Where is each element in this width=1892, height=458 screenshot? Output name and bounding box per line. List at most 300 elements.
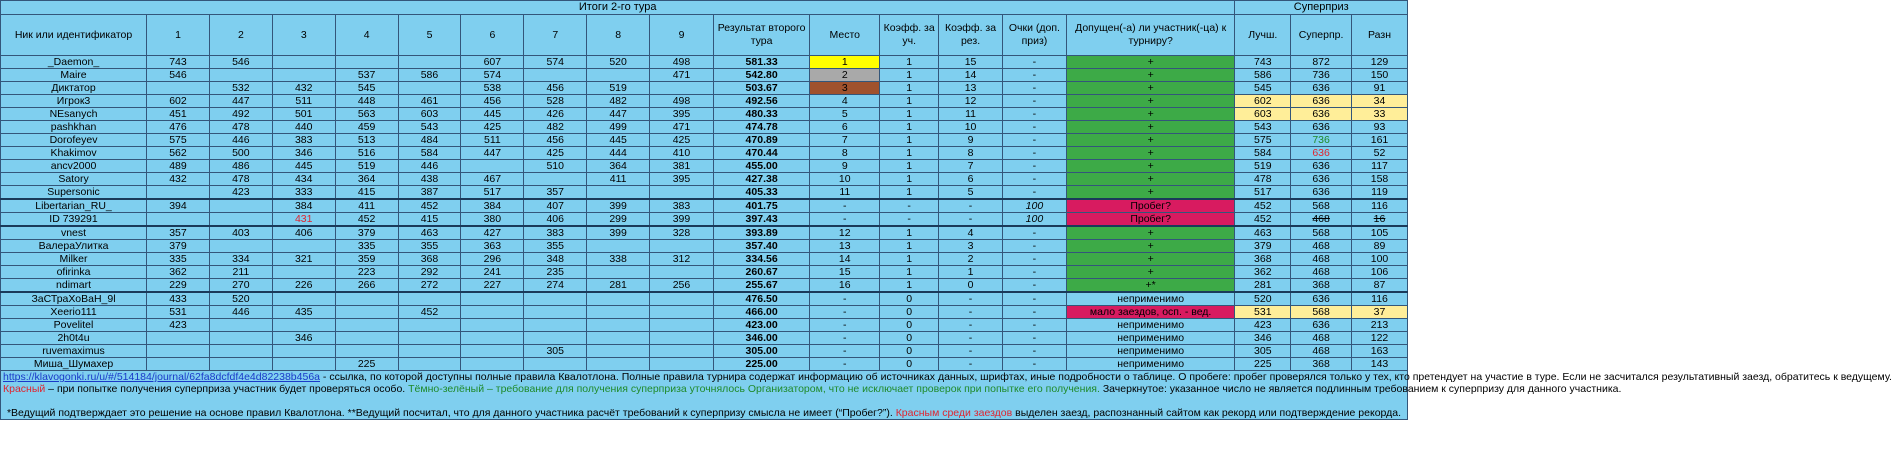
table-row — [1, 292, 1408, 306]
race-score: 431 — [272, 213, 335, 227]
best-cell: 225 — [1235, 358, 1291, 371]
race-score: 272 — [398, 279, 461, 293]
k-res-cell: - — [939, 292, 1003, 306]
race-score — [335, 319, 398, 332]
best-cell: 531 — [1235, 306, 1291, 319]
k-res-cell: - — [939, 319, 1003, 332]
bonus-cell: - — [1002, 134, 1066, 147]
table-title: Итоги 2-го тура — [1, 1, 1235, 15]
race-score: 562 — [147, 147, 210, 160]
k-part-cell: 1 — [880, 121, 939, 134]
k-res-cell: 13 — [939, 82, 1003, 95]
best-cell: 586 — [1235, 69, 1291, 82]
result-cell: 470.89 — [713, 134, 809, 147]
k-res-cell: 2 — [939, 253, 1003, 266]
race-score: 435 — [272, 306, 335, 319]
strike-legend-text: Зачеркнутое: указанное число не является подлинным требованием к суперпризу для данного участника. — [1099, 383, 1622, 395]
player-name: Миша_Шумахер — [1, 358, 147, 371]
rules-link[interactable]: https://klavogonki.ru/u/#/514184/journal/62fa8dcfdf4e4d82238b456a — [3, 371, 320, 383]
race-score: 519 — [587, 82, 650, 95]
allowed-cell: + — [1066, 82, 1235, 95]
race-score: 305 — [524, 345, 587, 358]
allowed-cell: + — [1066, 240, 1235, 253]
race-score — [398, 319, 461, 332]
race-score — [650, 292, 714, 306]
green-legend-text: Тёмно-зелёный – требование для получения суперприза уточнялось Организатором, что не исключает проверок при попытке его получения. — [408, 383, 1100, 395]
race-score — [272, 266, 335, 279]
header-place: Место — [810, 15, 880, 56]
race-score — [524, 306, 587, 319]
best-cell: 575 — [1235, 134, 1291, 147]
race-score: 520 — [209, 292, 272, 306]
table-row — [1, 82, 1408, 95]
allowed-cell: Пробег? — [1066, 199, 1235, 213]
race-score — [209, 319, 272, 332]
place-cell: 6 — [810, 121, 880, 134]
race-score: 586 — [398, 69, 461, 82]
allowed-cell: + — [1066, 253, 1235, 266]
place-cell: - — [810, 319, 880, 332]
table-row — [1, 226, 1408, 240]
race-score — [335, 332, 398, 345]
diff-cell: 150 — [1352, 69, 1408, 82]
k-part-cell: 1 — [880, 266, 939, 279]
superprize-cell: 636 — [1291, 121, 1352, 134]
race-score: 440 — [272, 121, 335, 134]
player-name: Povelitel — [1, 319, 147, 332]
superprize-cell: 468 — [1291, 213, 1352, 227]
result-cell: 427.38 — [713, 173, 809, 186]
superprize-cell: 636 — [1291, 186, 1352, 200]
diff-cell: 93 — [1352, 121, 1408, 134]
bonus-cell: - — [1002, 95, 1066, 108]
race-score — [272, 56, 335, 69]
allowed-cell: + — [1066, 134, 1235, 147]
race-score: 348 — [524, 253, 587, 266]
player-name: pashkhan — [1, 121, 147, 134]
k-part-cell: 1 — [880, 279, 939, 293]
allowed-cell: + — [1066, 147, 1235, 160]
place-cell: - — [810, 199, 880, 213]
race-score: 433 — [147, 292, 210, 306]
race-score — [209, 213, 272, 227]
race-score — [650, 332, 714, 345]
footnote-text-2: выделен заезд, распознанный сайтом как рекорд или подтверждение рекорда. — [1012, 407, 1402, 419]
race-score — [587, 319, 650, 332]
race-score: 528 — [524, 95, 587, 108]
race-score — [587, 358, 650, 371]
race-score — [147, 345, 210, 358]
k-res-cell: 14 — [939, 69, 1003, 82]
race-score: 321 — [272, 253, 335, 266]
header-diff: Разн — [1352, 15, 1408, 56]
best-cell: 602 — [1235, 95, 1291, 108]
allowed-cell: неприменимо — [1066, 358, 1235, 371]
superprize-cell: 468 — [1291, 240, 1352, 253]
race-score: 456 — [524, 134, 587, 147]
race-score: 444 — [587, 147, 650, 160]
place-cell: 15 — [810, 266, 880, 279]
k-part-cell: 0 — [880, 306, 939, 319]
player-name: ID 739291 — [1, 213, 147, 227]
race-score: 445 — [461, 108, 524, 121]
superprize-cell: 872 — [1291, 56, 1352, 69]
race-score: 532 — [209, 82, 272, 95]
superprize-cell: 468 — [1291, 266, 1352, 279]
best-cell: 520 — [1235, 292, 1291, 306]
diff-cell: 33 — [1352, 108, 1408, 121]
allowed-cell: + — [1066, 95, 1235, 108]
race-score — [147, 82, 210, 95]
race-score: 357 — [524, 186, 587, 200]
header-race-6: 6 — [461, 15, 524, 56]
red-legend-text: – при попытке получения суперприза участник будет проверяться особо. — [45, 383, 409, 395]
race-score: 447 — [209, 95, 272, 108]
bonus-cell: - — [1002, 108, 1066, 121]
bonus-cell: - — [1002, 266, 1066, 279]
k-res-cell: 10 — [939, 121, 1003, 134]
diff-cell: 34 — [1352, 95, 1408, 108]
race-score: 423 — [147, 319, 210, 332]
race-score: 399 — [587, 199, 650, 213]
best-cell: 517 — [1235, 186, 1291, 200]
place-cell: 1 — [810, 56, 880, 69]
result-cell: 397.43 — [713, 213, 809, 227]
footnote-red-text: Красным среди заездов — [895, 407, 1013, 419]
best-cell: 423 — [1235, 319, 1291, 332]
race-score — [398, 82, 461, 95]
place-cell: - — [810, 358, 880, 371]
result-cell: 480.33 — [713, 108, 809, 121]
bonus-cell: - — [1002, 332, 1066, 345]
k-res-cell: 11 — [939, 108, 1003, 121]
race-score: 478 — [209, 121, 272, 134]
best-cell: 463 — [1235, 226, 1291, 240]
k-res-cell: 5 — [939, 186, 1003, 200]
race-score: 511 — [272, 95, 335, 108]
bonus-cell: - — [1002, 82, 1066, 95]
superprize-cell: 636 — [1291, 95, 1352, 108]
bonus-cell: - — [1002, 358, 1066, 371]
race-score — [587, 240, 650, 253]
header-race-1: 1 — [147, 15, 210, 56]
race-score — [209, 358, 272, 371]
player-name: ndimart — [1, 279, 147, 293]
race-score: 368 — [398, 253, 461, 266]
race-score — [524, 319, 587, 332]
race-score: 456 — [461, 95, 524, 108]
race-score — [650, 358, 714, 371]
k-res-cell: - — [939, 213, 1003, 227]
diff-cell: 163 — [1352, 345, 1408, 358]
race-score: 425 — [650, 134, 714, 147]
allowed-cell: + — [1066, 226, 1235, 240]
race-score: 451 — [147, 108, 210, 121]
k-res-cell: 9 — [939, 134, 1003, 147]
superprize-cell: 468 — [1291, 332, 1352, 345]
race-score: 438 — [398, 173, 461, 186]
race-score: 281 — [587, 279, 650, 293]
race-score — [650, 319, 714, 332]
result-cell: 260.67 — [713, 266, 809, 279]
best-cell: 545 — [1235, 82, 1291, 95]
k-res-cell: 15 — [939, 56, 1003, 69]
race-score — [209, 345, 272, 358]
race-score: 531 — [147, 306, 210, 319]
race-score: 379 — [335, 226, 398, 240]
k-part-cell: 1 — [880, 69, 939, 82]
race-score — [272, 69, 335, 82]
race-score: 575 — [147, 134, 210, 147]
race-score — [461, 345, 524, 358]
diff-cell: 91 — [1352, 82, 1408, 95]
race-score: 357 — [147, 226, 210, 240]
race-score — [650, 82, 714, 95]
best-cell: 281 — [1235, 279, 1291, 293]
place-cell: 9 — [810, 160, 880, 173]
k-res-cell: - — [939, 358, 1003, 371]
bonus-cell: - — [1002, 121, 1066, 134]
allowed-cell: неприменимо — [1066, 292, 1235, 306]
race-score — [461, 332, 524, 345]
diff-cell: 116 — [1352, 199, 1408, 213]
table-row — [1, 173, 1408, 186]
place-cell: 8 — [810, 147, 880, 160]
place-cell: - — [810, 306, 880, 319]
player-name: Khakimov — [1, 147, 147, 160]
race-score: 446 — [209, 306, 272, 319]
race-score: 411 — [335, 199, 398, 213]
table-row — [1, 240, 1408, 253]
race-score: 426 — [524, 108, 587, 121]
superprize-cell: 636 — [1291, 173, 1352, 186]
race-score — [650, 186, 714, 200]
best-cell: 452 — [1235, 213, 1291, 227]
allowed-cell: + — [1066, 173, 1235, 186]
table-row — [1, 95, 1408, 108]
race-score: 513 — [335, 134, 398, 147]
race-score: 355 — [524, 240, 587, 253]
race-score: 452 — [398, 199, 461, 213]
race-score — [209, 240, 272, 253]
bonus-cell: - — [1002, 306, 1066, 319]
race-score — [147, 186, 210, 200]
k-res-cell: 0 — [939, 279, 1003, 293]
header-race-2: 2 — [209, 15, 272, 56]
bonus-cell: - — [1002, 319, 1066, 332]
k-part-cell: 1 — [880, 253, 939, 266]
race-score: 482 — [524, 121, 587, 134]
place-cell: 5 — [810, 108, 880, 121]
race-score: 328 — [650, 226, 714, 240]
result-cell: 455.00 — [713, 160, 809, 173]
k-part-cell: 1 — [880, 226, 939, 240]
race-score: 384 — [272, 199, 335, 213]
place-cell: - — [810, 345, 880, 358]
race-score: 292 — [398, 266, 461, 279]
race-score: 517 — [461, 186, 524, 200]
superprize-cell: 468 — [1291, 345, 1352, 358]
place-cell: 16 — [810, 279, 880, 293]
allowed-cell: + — [1066, 108, 1235, 121]
superprize-cell: 368 — [1291, 358, 1352, 371]
superprize-cell: 636 — [1291, 319, 1352, 332]
race-score: 274 — [524, 279, 587, 293]
race-score — [335, 56, 398, 69]
k-part-cell: 0 — [880, 332, 939, 345]
race-score: 471 — [650, 121, 714, 134]
allowed-cell: +* — [1066, 279, 1235, 293]
table-row — [1, 199, 1408, 213]
result-cell: 503.67 — [713, 82, 809, 95]
race-score — [524, 292, 587, 306]
diff-cell: 161 — [1352, 134, 1408, 147]
race-score — [147, 213, 210, 227]
player-name: vnest — [1, 226, 147, 240]
table-row — [1, 213, 1408, 227]
superprize-cell: 568 — [1291, 226, 1352, 240]
race-score: 423 — [209, 186, 272, 200]
diff-cell: 116 — [1352, 292, 1408, 306]
result-cell: 542.80 — [713, 69, 809, 82]
k-res-cell: 7 — [939, 160, 1003, 173]
result-cell: 492.56 — [713, 95, 809, 108]
table-row — [1, 253, 1408, 266]
place-cell: 13 — [810, 240, 880, 253]
superprize-cell: 636 — [1291, 82, 1352, 95]
player-name: Maire — [1, 69, 147, 82]
best-cell: 584 — [1235, 147, 1291, 160]
superprize-cell: 636 — [1291, 108, 1352, 121]
best-cell: 743 — [1235, 56, 1291, 69]
result-cell: 225.00 — [713, 358, 809, 371]
race-score — [209, 69, 272, 82]
race-score — [587, 332, 650, 345]
race-score: 383 — [524, 226, 587, 240]
race-score: 359 — [335, 253, 398, 266]
k-res-cell: - — [939, 306, 1003, 319]
k-res-cell: - — [939, 345, 1003, 358]
race-score: 498 — [650, 95, 714, 108]
bonus-cell: - — [1002, 226, 1066, 240]
race-score: 334 — [209, 253, 272, 266]
k-part-cell: 0 — [880, 319, 939, 332]
best-cell: 362 — [1235, 266, 1291, 279]
race-score: 537 — [335, 69, 398, 82]
superprize-cell: 468 — [1291, 253, 1352, 266]
superprize-cell: 636 — [1291, 292, 1352, 306]
header-superprize: Суперпр. — [1291, 15, 1352, 56]
header-bonus: Очки (доп. приз) — [1002, 15, 1066, 56]
best-cell: 519 — [1235, 160, 1291, 173]
race-score: 519 — [335, 160, 398, 173]
race-score — [147, 358, 210, 371]
table-row — [1, 108, 1408, 121]
race-score: 484 — [398, 134, 461, 147]
race-score: 545 — [335, 82, 398, 95]
result-cell: 466.00 — [713, 306, 809, 319]
race-score — [587, 266, 650, 279]
bonus-cell: - — [1002, 279, 1066, 293]
race-score: 364 — [335, 173, 398, 186]
bonus-cell: - — [1002, 345, 1066, 358]
race-score: 406 — [272, 226, 335, 240]
diff-cell: 89 — [1352, 240, 1408, 253]
place-cell: 11 — [810, 186, 880, 200]
place-cell: 14 — [810, 253, 880, 266]
superprize-cell: 736 — [1291, 134, 1352, 147]
player-name: Dorofeyev — [1, 134, 147, 147]
k-part-cell: 1 — [880, 108, 939, 121]
race-score: 411 — [587, 173, 650, 186]
race-score: 410 — [650, 147, 714, 160]
race-score: 227 — [461, 279, 524, 293]
header-race-9: 9 — [650, 15, 714, 56]
header-race-3: 3 — [272, 15, 335, 56]
k-res-cell: - — [939, 199, 1003, 213]
player-name: 2h0t4u — [1, 332, 147, 345]
race-score: 445 — [587, 134, 650, 147]
diff-cell: 117 — [1352, 160, 1408, 173]
player-name: Libertarian_RU_ — [1, 199, 147, 213]
race-score: 235 — [524, 266, 587, 279]
header-k-res: Коэфф. за рез. — [939, 15, 1003, 56]
k-res-cell: 8 — [939, 147, 1003, 160]
superprize-cell: 636 — [1291, 147, 1352, 160]
race-score: 223 — [335, 266, 398, 279]
superprize-cell: 568 — [1291, 199, 1352, 213]
race-score: 546 — [209, 56, 272, 69]
allowed-cell: неприменимо — [1066, 345, 1235, 358]
race-score — [461, 160, 524, 173]
place-cell: 10 — [810, 173, 880, 186]
player-name: _Daemon_ — [1, 56, 147, 69]
best-cell: 603 — [1235, 108, 1291, 121]
k-res-cell: - — [939, 332, 1003, 345]
header-name: Ник или идентификатор — [1, 15, 147, 56]
race-score: 363 — [461, 240, 524, 253]
best-cell: 452 — [1235, 199, 1291, 213]
race-score: 415 — [398, 213, 461, 227]
header-k-part: Коэфф. за уч. — [880, 15, 939, 56]
k-part-cell: 1 — [880, 134, 939, 147]
race-score — [587, 292, 650, 306]
place-cell: 7 — [810, 134, 880, 147]
diff-cell: 213 — [1352, 319, 1408, 332]
race-score: 500 — [209, 147, 272, 160]
footnote-text-1: *Ведущий подтверждает это решение на основе правил Квалотлона. **Ведущий посчитал, что для данного участника расчёт требований к суперпризу смысла не имеет (“Пробег?”). — [6, 407, 896, 419]
k-part-cell: 0 — [880, 292, 939, 306]
race-score: 270 — [209, 279, 272, 293]
race-score: 346 — [272, 147, 335, 160]
k-part-cell: 1 — [880, 173, 939, 186]
table-row — [1, 332, 1408, 345]
bonus-cell: - — [1002, 292, 1066, 306]
superprize-cell: 568 — [1291, 306, 1352, 319]
race-score: 312 — [650, 253, 714, 266]
header-race-4: 4 — [335, 15, 398, 56]
player-name: Satory — [1, 173, 147, 186]
allowed-cell: Пробег? — [1066, 213, 1235, 227]
bonus-cell: - — [1002, 253, 1066, 266]
race-score: 499 — [587, 121, 650, 134]
race-score: 447 — [461, 147, 524, 160]
race-score: 229 — [147, 279, 210, 293]
race-score — [335, 345, 398, 358]
race-score: 225 — [335, 358, 398, 371]
race-score — [272, 358, 335, 371]
race-score — [398, 358, 461, 371]
